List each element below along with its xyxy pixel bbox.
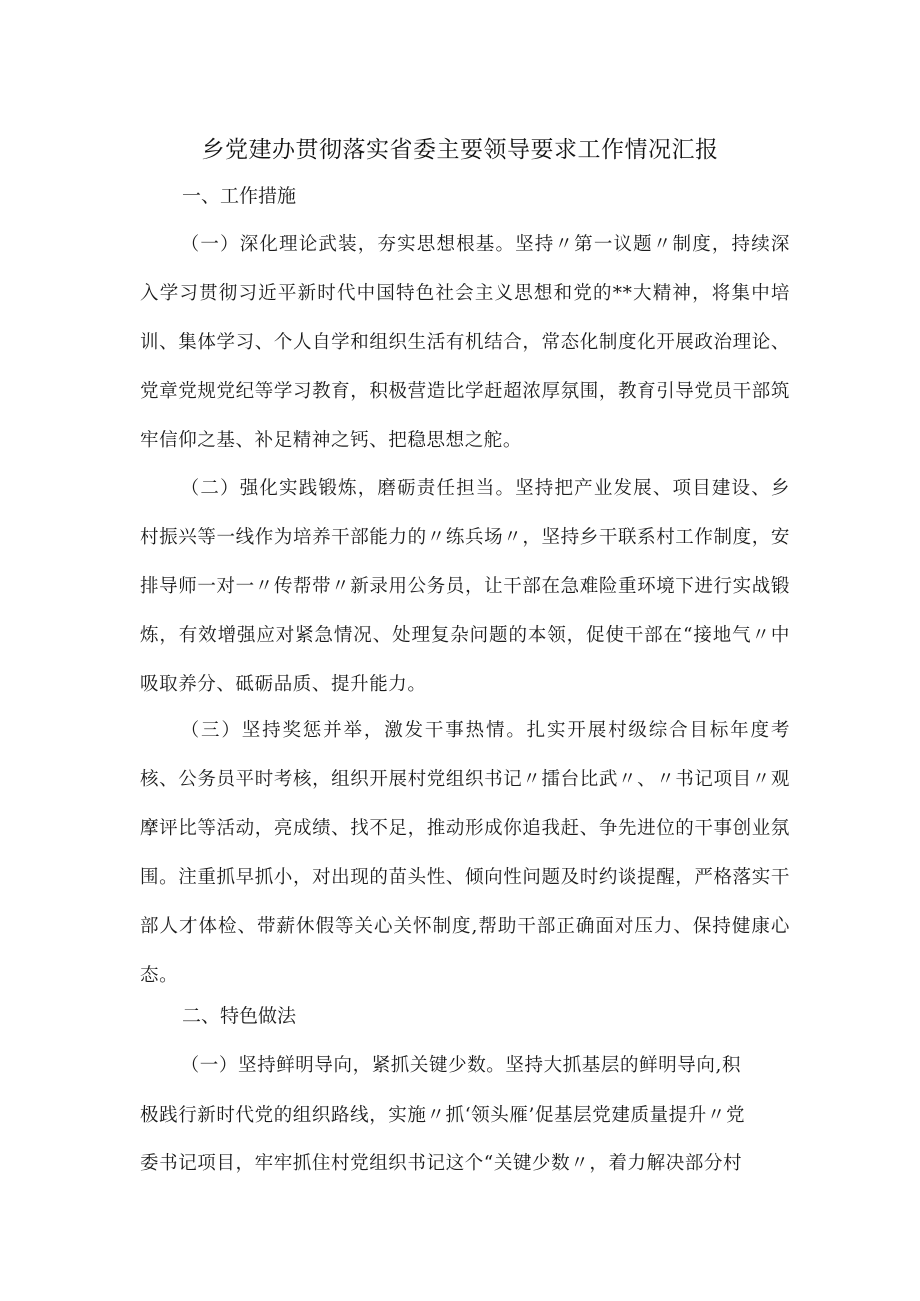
paragraph-4-line-2: 极践行新时代党的组织路线，实施〃抓‘领头雁’促基层党建质量提升〃党 — [140, 1105, 746, 1126]
paragraph-2: （二）强化实践锻炼，磨砺责任担当。坚持把产业发展、项目建设、乡村振兴等一线作为培养干部能力的〃练兵场〃，坚持乡干联系村工作制度，安排导师一对一〃传帮带〃新录用公务员，让干部在急难险重环境下进行实战锻炼，有效增强应对紧急情况、处理复杂问题的本领，促使干部在“接地气〃中吸取养分、砥砺品质、提升能力。 — [140, 478, 790, 695]
section-heading-work-measures: 一、工作措施 — [182, 185, 297, 207]
document-title: 乡党建办贯彻落实省委主要领导要求工作情况汇报 — [201, 137, 719, 163]
section-heading-features: 二、特色做法 — [182, 1005, 297, 1027]
paragraph-4-line-3: 委书记项目，牢牢抓住村党组织书记这个“关键少数〃，着力解决部分村 — [140, 1153, 743, 1174]
paragraph-3: （三）坚持奖惩并举，激发干事热情。扎实开展村级综合目标年度考核、公务员平时考核，组织开展村党组织书记〃擂台比武〃、〃书记项目〃观摩评比等活动，亮成绩、找不足，推动形成你追我赶、争先进位的干事创业氛围。注重抓早抓小，对出现的苗头性、倾向性问题及时约谈提醒，严格落实干部人才体检、带薪休假等关心关怀制度,帮助干部正确面对压力、保持健康心态。 — [140, 720, 790, 986]
paragraph-1: （一）深化理论武装，夯实思想根基。坚持〃第一议题〃制度，持续深入学习贯彻习近平新时代中国特色社会主义思想和党的**大精神，将集中培训、集体学习、个人自学和组织生活有机结合，常态化制度化开展政治理论、党章党规党纪等学习教育，积极营造比学赶超浓厚氛围，教育引导党员干部筑牢信仰之基、补足精神之钙、把稳思想之舵。 — [140, 234, 790, 451]
paragraph-4-line-1: （一）坚持鲜明导向，紧抓关键少数。坚持大抓基层的鲜明导向,积 — [180, 1055, 742, 1076]
